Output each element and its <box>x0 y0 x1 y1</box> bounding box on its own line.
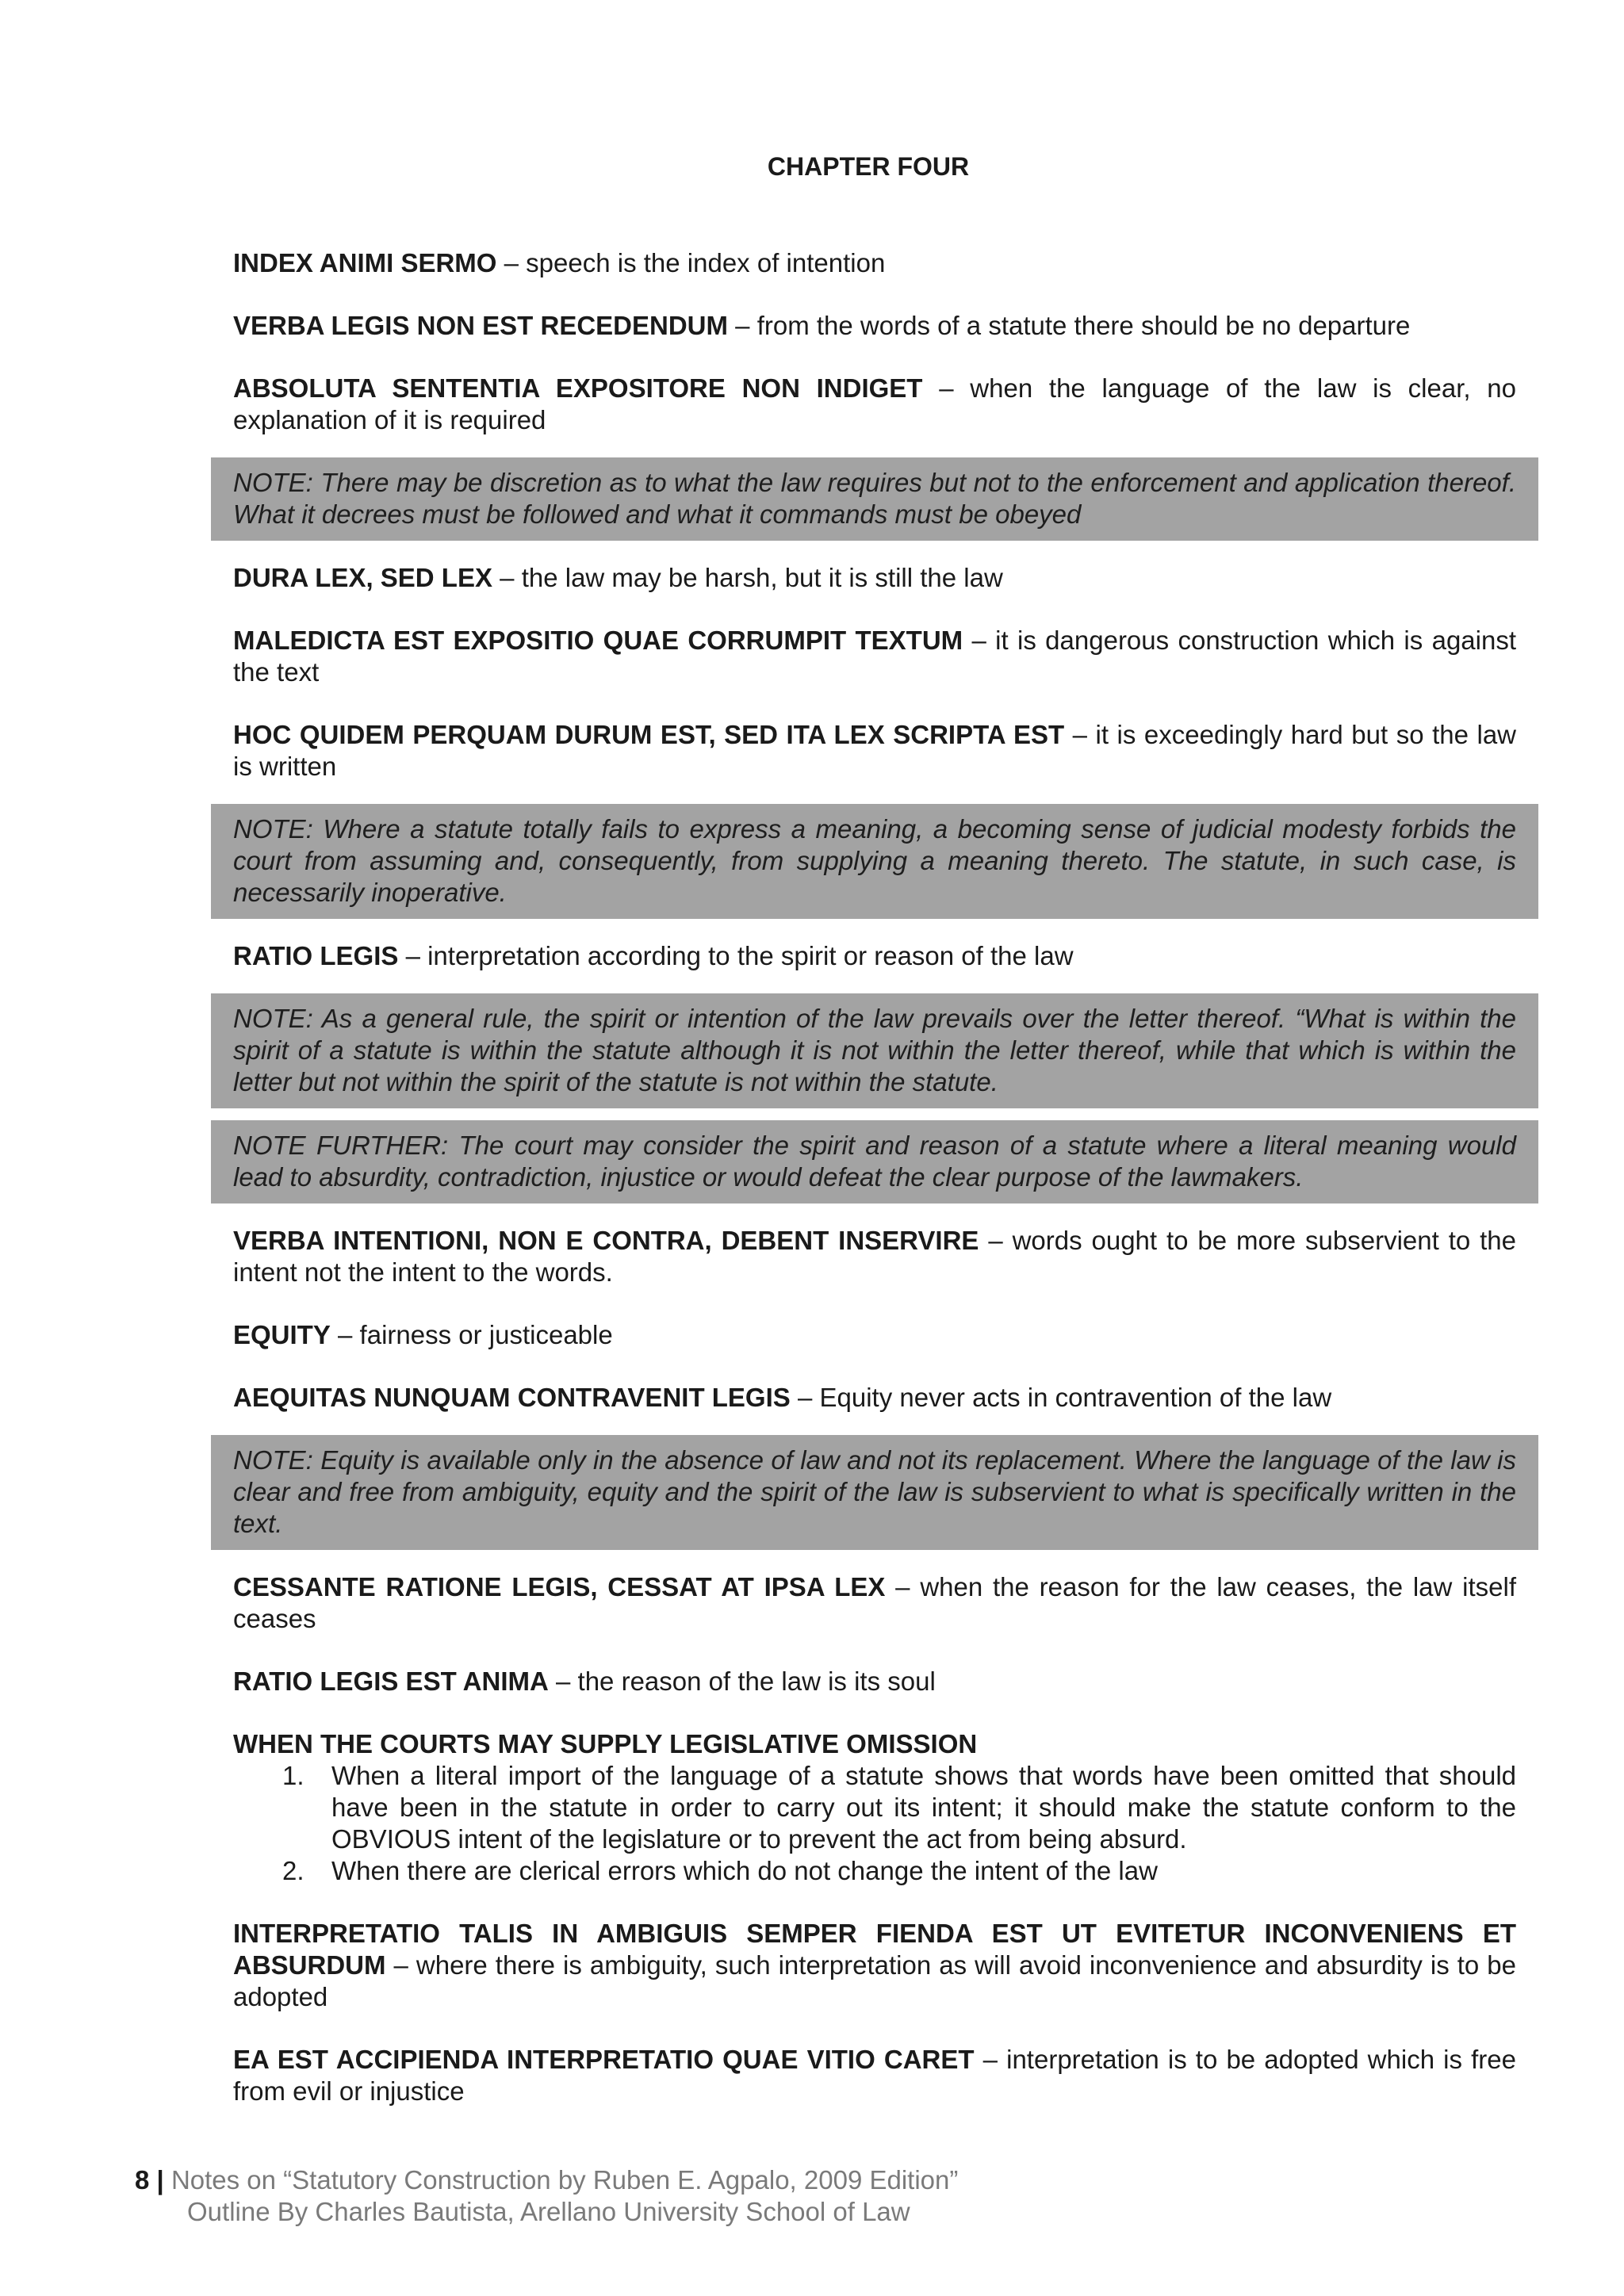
maxim-term: HOC QUIDEM PERQUAM DURUM EST, SED ITA LEX SCRIPTA EST <box>233 720 1065 749</box>
maxim-definition: – interpretation according to the spirit or reason of the law <box>398 941 1074 970</box>
maxim-term: EQUITY <box>233 1320 331 1349</box>
list-item-number: 2. <box>282 1856 304 1885</box>
maxim-term: AEQUITAS NUNQUAM CONTRAVENIT LEGIS <box>233 1383 791 1412</box>
list-item <box>233 1760 1516 1855</box>
maxim-entry <box>233 719 1516 783</box>
maxim-entry <box>233 940 1516 972</box>
list-item-number: 1. <box>282 1761 304 1790</box>
note-further-box: NOTE FURTHER: The court may consider the spirit and reason of a statute where a literal meaning would lead to absurdity, contradiction, injustice or would defeat the clear purpose of the lawmakers. <box>211 1120 1538 1203</box>
maxim-term: DURA LEX, SED LEX <box>233 563 492 592</box>
note-box: NOTE: As a general rule, the spirit or intention of the law prevails over the letter thereof. “What is within the spirit of a statute is within the statute although it is not within the letter thereof, while that which is within the letter but not within the spirit of the statute is not within the statute. <box>211 993 1538 1108</box>
maxim-definition: – it is exceedingly hard but so the law is written <box>233 720 1516 781</box>
maxim-entry <box>233 310 1516 342</box>
maxim-definition: – when the language of the law is clear, no explanation of it is required <box>233 373 1516 434</box>
maxim-definition: – words ought to be more subservient to the intent not the intent to the words. <box>233 1226 1516 1287</box>
maxim-term: EA EST ACCIPIENDA INTERPRETATIO QUAE VITIO CARET <box>233 2045 975 2074</box>
footer-line-2: Outline By Charles Bautista, Arellano University School of Law <box>187 2197 910 2226</box>
maxim-entry <box>233 1225 1516 1288</box>
maxim-definition: – from the words of a statute there should be no departure <box>728 311 1411 340</box>
maxim-entry <box>233 247 1516 279</box>
section-heading: WHEN THE COURTS MAY SUPPLY LEGISLATIVE OMISSION <box>233 1729 978 1758</box>
maxim-definition: – interpretation is to be adopted which is free from evil or injustice <box>233 2045 1516 2106</box>
page-footer <box>135 2164 958 2228</box>
maxim-entry <box>233 1666 1516 1697</box>
maxim-term: RATIO LEGIS EST ANIMA <box>233 1667 549 1696</box>
maxim-entry <box>233 2044 1516 2107</box>
maxim-term: VERBA INTENTIONI, NON E CONTRA, DEBENT INSERVIRE <box>233 1226 979 1255</box>
maxim-term: ABSOLUTA SENTENTIA EXPOSITORE NON INDIGET <box>233 373 923 403</box>
maxim-entry <box>233 625 1516 688</box>
maxim-term: CESSANTE RATIONE LEGIS, CESSAT AT IPSA LEX <box>233 1572 886 1601</box>
footer-separator: | <box>149 2165 171 2195</box>
list-item <box>233 1855 1516 1887</box>
list-item-text: When there are clerical errors which do not change the intent of the law <box>331 1856 1158 1885</box>
maxim-term: MALEDICTA EST EXPOSITIO QUAE CORRUMPIT TEXTUM <box>233 626 963 655</box>
note-box: NOTE: There may be discretion as to what the law requires but not to the enforcement and application thereof. What it decrees must be followed and what it commands must be obeyed <box>211 457 1538 541</box>
maxim-entry <box>233 1918 1516 2013</box>
maxim-entry <box>233 1571 1516 1635</box>
chapter-title: CHAPTER FOUR <box>767 152 970 181</box>
maxim-term: VERBA LEGIS NON EST RECEDENDUM <box>233 311 729 340</box>
maxim-term: INDEX ANIMI SERMO <box>233 248 497 277</box>
note-box: NOTE: Where a statute totally fails to express a meaning, a becoming sense of judicial modesty forbids the court from assuming and, consequently, from supplying a meaning thereto. The statute, in such case, is necessarily inoperative. <box>211 804 1538 919</box>
maxim-entry <box>233 1382 1516 1414</box>
list-item-text: When a literal import of the language of a statute shows that words have been omitted that should have been in the statute in order to carry out its intent; it should make the statute conform to the OBVIOUS intent of the legislature or to prevent the act from being absurd. <box>331 1761 1516 1854</box>
maxim-definition: – where there is ambiguity, such interpretation as will avoid inconvenience and absurdity is to be adopted <box>233 1950 1516 2011</box>
maxim-definition: – Equity never acts in contravention of the law <box>790 1383 1332 1412</box>
page-number: 8 <box>135 2165 150 2195</box>
maxim-entry <box>233 562 1516 594</box>
maxim-definition: – fairness or justiceable <box>330 1320 613 1349</box>
note-box: NOTE: Equity is available only in the absence of law and not its replacement. Where the language of the law is clear and free from ambiguity, equity and the spirit of the law is subservient to what is specifically written in the text. <box>211 1435 1538 1550</box>
maxim-entry <box>233 373 1516 436</box>
maxim-definition: – the law may be harsh, but it is still the law <box>492 563 1003 592</box>
maxim-term: INTERPRETATIO TALIS IN AMBIGUIS SEMPER FIENDA EST UT EVITETUR INCONVENIENS ET ABSURDUM <box>233 1919 1516 1980</box>
maxim-entry <box>233 1319 1516 1351</box>
maxim-definition: – it is dangerous construction which is against the text <box>233 626 1516 687</box>
maxim-definition: – when the reason for the law ceases, the law itself ceases <box>233 1572 1517 1633</box>
omission-list <box>233 1760 1516 1887</box>
maxim-definition: – speech is the index of intention <box>496 248 886 277</box>
maxim-definition: – the reason of the law is its soul <box>548 1667 936 1696</box>
footer-source: Notes on “Statutory Construction by Ruben E. Agpalo, 2009 Edition” <box>170 2165 959 2195</box>
page-content <box>233 247 1516 2138</box>
maxim-term: RATIO LEGIS <box>233 941 399 970</box>
footer-line-1 <box>135 2164 958 2196</box>
